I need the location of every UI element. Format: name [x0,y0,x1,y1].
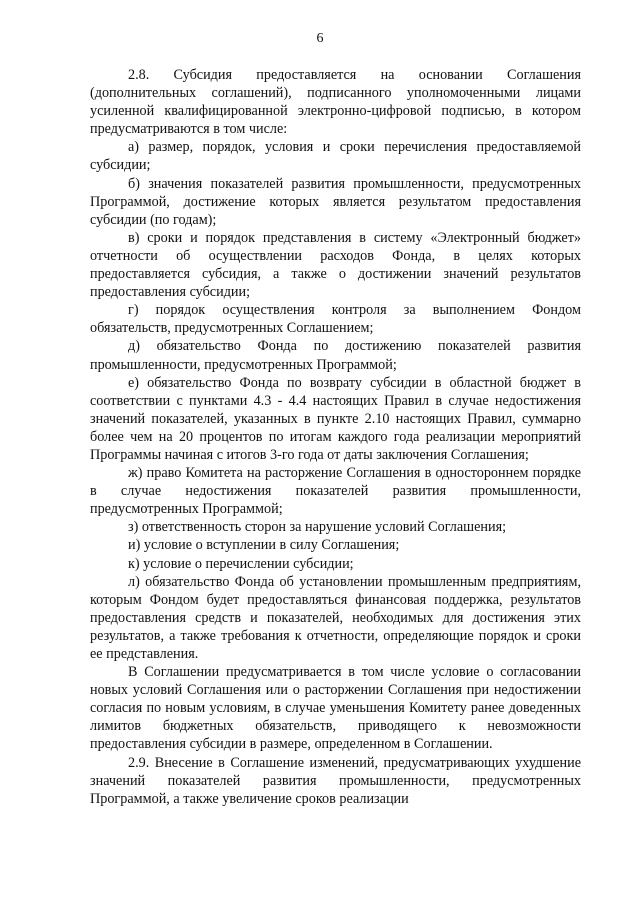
list-item-d: д) обязательство Фонда по достижению показателей развития промышленности, предусмотренных Программой; [90,338,581,373]
list-item-v: в) сроки и порядок представления в систему «Электронный бюджет» отчетности об осуществлении расходов Фонда, в целях которых предоставляется субсидия, а также о достижении значений результатов предоставления субсидии; [90,229,581,301]
list-item-k: к) условие о перечислении субсидии; [128,555,354,572]
list-item-b: б) значения показателей развития промышленности, предусмотренных Программой, достижение которых является результатом предоставления субсидии (по годам); [90,175,581,228]
list-item-g: г) порядок осуществления контроля за выполнением Фондом обязательств, предусмотренных Соглашением; [90,302,581,337]
page-number: 6 [316,31,324,46]
list-item-l: л) обязательство Фонда об установлении промышленным предприятиям, которым Фондом будет предоставляться финансовая поддержка, результатов предоставления средств и показателей, необходимых для достижения этих результатов, а также требования к отчетности, определяющие порядок и сроки ее представления. [90,573,581,662]
document-body [90,66,581,808]
list-item-a: а) размер, порядок, условия и сроки перечисления предоставляемой субсидии; [90,139,581,174]
list-item-z: з) ответственность сторон за нарушение условий Соглашения; [128,519,507,536]
list-item-e: е) обязательство Фонда по возврату субсидии в областной бюджет в соответствии с пунктами 4.3 - 4.4 настоящих Правил в случае недостижения значений показателей, указанных в пункте 2.10 настоящих Правил, суммарно более чем на 20 процентов по итогам каждого года реализации мероприятий Программы начиная с итогов 3-го года от даты заключения Соглашения; [90,374,581,463]
list-item-i: и) условие о вступлении в силу Соглашения; [128,537,400,554]
paragraph-2-9: 2.9. Внесение в Соглашение изменений, предусматривающих ухудшение значений показателей развития промышленности, предусмотренных Программой, а также увеличение сроков реализации [90,754,581,807]
paragraph-2-8: 2.8. Субсидия предоставляется на основании Соглашения (дополнительных соглашений), подписанного уполномоченными лицами усиленной квалифицированной электронно-цифровой подписью, в котором предусматриваются в том числе: [90,67,581,138]
paragraph-agreement-conditions: В Соглашении предусматривается в том числе условие о согласовании новых условий Соглашения или о расторжении Соглашения при недостижении согласия по новым условиям, в случае уменьшения Комитету ранее доведенных лимитов бюджетных обязательств, приводящего к невозможности предоставления субсидии в размере, определенном в Соглашении. [90,664,581,753]
list-item-zh: ж) право Комитета на расторжение Соглашения в одностороннем порядке в случае недостижения показателей развития промышленности, предусмотренных Программой; [90,465,581,518]
